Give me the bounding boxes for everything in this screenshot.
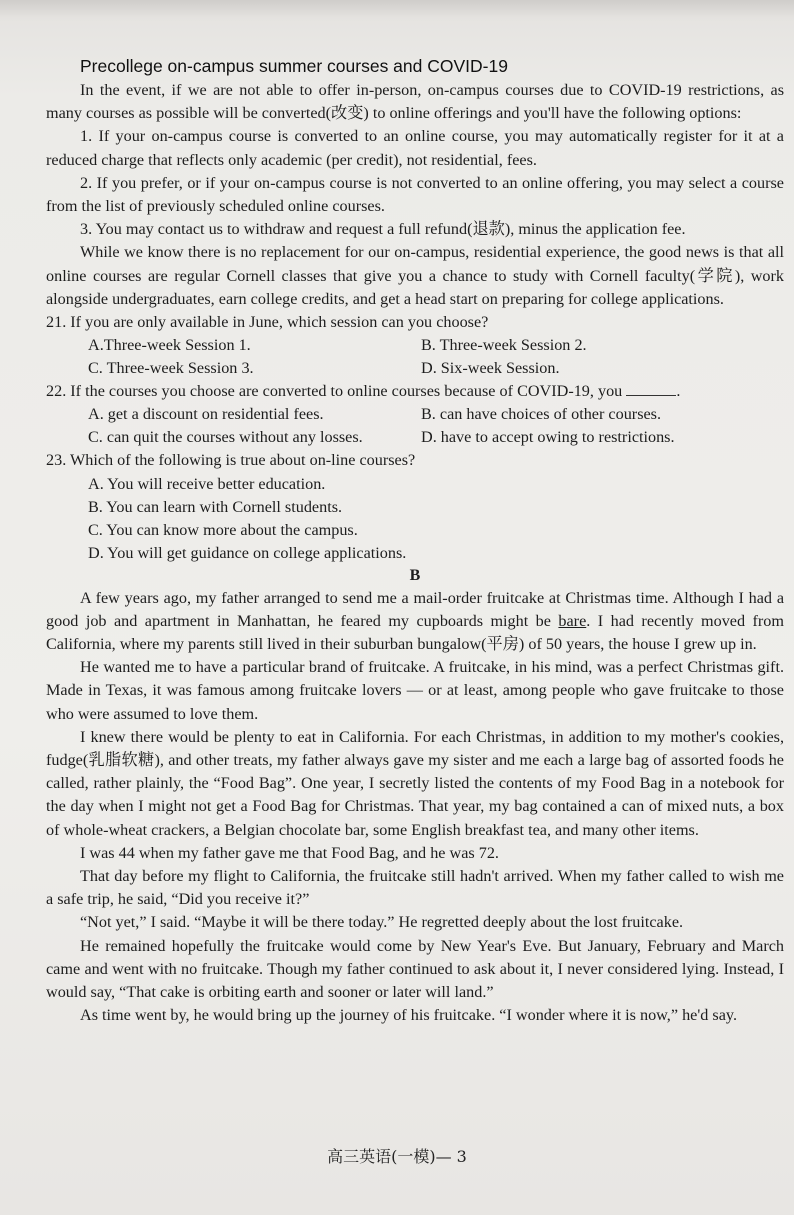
passage-a-option-3: 3. You may contact us to withdraw and request a full refund(退款), minus the application fee. (80, 220, 686, 239)
passage-b-paragraph-5: That day before my flight to California, the fruitcake still hadn't arrived. When my father called to wish me a safe trip, he said, “Did you receive it?” (46, 867, 784, 909)
passage-a-title: Precollege on-campus summer courses and COVID-19 (80, 56, 508, 76)
question-23-option-c: C. You can know more about the campus. (88, 520, 358, 539)
page-content (46, 54, 784, 1028)
question-22-options-cd (46, 426, 784, 449)
page-footer: 高三英语(一模)— 3 (327, 1147, 467, 1166)
question-23-stem: 23. Which of the following is true about on-line courses? (46, 451, 416, 470)
passage-b-paragraph-1 (46, 587, 784, 657)
question-21-stem: 21. If you are only available in June, which session can you choose? (46, 313, 489, 332)
question-21-option-a: A.Three-week Session 1. (88, 336, 251, 355)
question-21-option-d: D. Six-week Session. (421, 359, 560, 378)
answer-blank (626, 381, 676, 396)
passage-a-closing: While we know there is no replacement for our on-campus, residential experience, the good news is that all online courses are regular Cornell classes that give you a chance to study with Cornell faculty(学院), work alongside undergraduates, earn college credits, and get a head start on preparing for college applications. (46, 243, 784, 308)
question-22-options-ab (46, 403, 784, 426)
question-23-option-b: B. You can learn with Cornell students. (88, 497, 343, 516)
question-22-stem: 22. If the courses you choose are converted to online courses because of COVID-19, you (46, 382, 623, 401)
question-22-option-a: A. get a discount on residential fees. (88, 405, 324, 424)
question-21-option-c: C. Three-week Session 3. (88, 359, 254, 378)
question-22-option-b: B. can have choices of other courses. (421, 405, 662, 424)
question-22-option-d: D. have to accept owing to restrictions. (421, 428, 675, 447)
passage-b-p1-end: . I had recently moved from California, where my parents still lived in their suburban bungalow(平房) of 50 years, the house I grew up in. (46, 611, 784, 654)
passage-b-p1-start: A few years ago, my father arranged to send me a mail-order fruitcake at Christmas time. Although I had a good job and apartment in Manhattan, he feared my cupboards might be (46, 588, 784, 630)
question-21-option-b: B. Three-week Session 2. (421, 336, 587, 355)
passage-b-label: B (409, 566, 421, 584)
question-22-stem-end: . (676, 382, 681, 401)
passage-a-option-2: 2. If you prefer, or if your on-campus course is not converted to an online offering, you may select a course from the list of previously scheduled online courses. (46, 173, 784, 216)
question-22-stem-line (46, 380, 784, 403)
question-22-option-c: C. can quit the courses without any losses. (88, 428, 363, 447)
underlined-word-bare: bare (558, 611, 587, 630)
passage-a-option-1: 1. If your on-campus course is converted to an online course, you may automatically register for it at a reduced charge that reflects only academic (per credit), not residential, fees. (46, 127, 784, 169)
passage-b-paragraph-3: I knew there would be plenty to eat in California. For each Christmas, in addition to my mother's cookies, fudge(乳脂软糖), and other treats, my father always gave my sister and me each a large bag of assorted foods he called, rather plainly, the “Food Bag”. One year, I secretly listed the contents of my Food Bag in a notebook for the day when I might not get a Food Bag for Christmas. That year, my bag contained a can of mixed nuts, a box of whole-wheat crackers, a Belgian chocolate bar, some English breakfast tea, and many other items. (46, 727, 784, 839)
passage-b-paragraph-7: He remained hopefully the fruitcake would come by New Year's Eve. But January, February and March came and went with no fruitcake. Though my father continued to ask about it, I never considered lying. Instead, I would say, “That cake is orbiting earth and sooner or later will land.” (46, 936, 784, 1002)
page-top-shadow (0, 0, 794, 22)
question-21-options-ab (46, 334, 784, 357)
question-23-option-a: A. You will receive better education. (88, 474, 326, 493)
passage-b-paragraph-2: He wanted me to have a particular brand of fruitcake. A fruitcake, in his mind, was a perfect Christmas gift. Made in Texas, it was famous among fruitcake lovers — or at least, among people who gave fruitcake to those who were assumed to love them. (46, 658, 784, 723)
passage-a-intro: In the event, if we are not able to offer in-person, on-campus courses due to COVID-19 restrictions, as many courses as possible will be converted(改变) to online offerings and you'll have the following options: (46, 81, 784, 123)
question-23-option-d: D. You will get guidance on college applications. (88, 543, 407, 562)
passage-b-paragraph-8: As time went by, he would bring up the journey of his fruitcake. “I wonder where it is now,” he'd say. (80, 1006, 737, 1025)
passage-b-paragraph-4: I was 44 when my father gave me that Food Bag, and he was 72. (80, 843, 499, 862)
passage-b-paragraph-6: “Not yet,” I said. “Maybe it will be there today.” He regretted deeply about the lost fruitcake. (80, 913, 684, 932)
question-21-options-cd (46, 357, 784, 380)
